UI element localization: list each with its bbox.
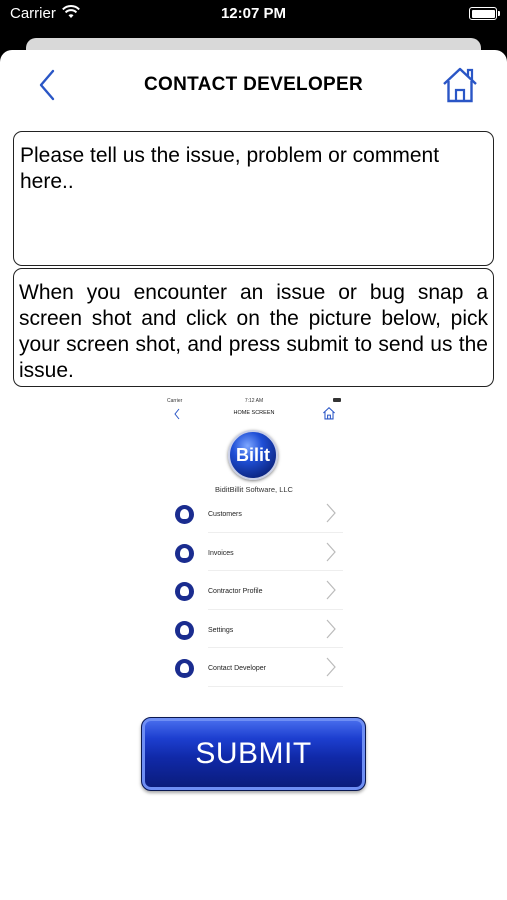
tools-icon	[175, 621, 194, 640]
chevron-right-icon	[325, 579, 337, 606]
submit-button[interactable]: SUBMIT	[141, 717, 366, 791]
preview-menu-label: Contact Developer	[208, 665, 266, 672]
home-button[interactable]	[440, 64, 480, 104]
preview-menu-label: Customers	[208, 511, 242, 518]
preview-menu-item	[165, 494, 343, 533]
house-icon	[440, 64, 480, 104]
contact-developer-sheet	[0, 50, 507, 900]
preview-menu-item	[165, 533, 343, 572]
preview-menu-label: Settings	[208, 626, 234, 634]
preview-house-icon	[322, 406, 336, 425]
issue-input[interactable]	[13, 131, 494, 266]
instructions-text: When you encounter an issue or bug snap a screen shot and click on the picture below, pick your screen shot, and press submit to send us the issue.	[13, 268, 494, 387]
preview-menu-item	[165, 571, 343, 610]
person-icon	[175, 659, 194, 678]
chevron-right-icon	[325, 618, 337, 645]
invoice-icon	[175, 544, 194, 563]
carrier-label: Carrier	[10, 5, 56, 22]
preview-menu-label: Contractor Profile	[208, 588, 263, 595]
clock: 12:07 PM	[220, 5, 287, 22]
chevron-right-icon	[325, 656, 337, 683]
preview-carrier: Carrier	[167, 398, 183, 404]
preview-battery-icon	[333, 398, 341, 402]
preview-logo: Bilit	[228, 430, 278, 480]
preview-time: 7:12 AM	[244, 398, 264, 404]
preview-status-bar	[165, 396, 343, 406]
preview-company-name: BiditBillit Software, LLC	[215, 485, 293, 494]
page-title: CONTACT DEVELOPER	[143, 74, 364, 95]
status-bar	[0, 0, 507, 32]
preview-menu-label: Invoices	[208, 549, 234, 557]
person-icon	[175, 505, 194, 524]
chevron-right-icon	[325, 541, 337, 568]
battery-icon	[469, 7, 497, 20]
contractor-icon	[175, 582, 194, 601]
preview-title: HOME SCREEN	[233, 410, 275, 416]
preview-menu-item	[165, 648, 343, 687]
preview-menu	[165, 494, 343, 687]
chevron-right-icon	[325, 502, 337, 529]
screenshot-picker[interactable]	[165, 396, 343, 700]
preview-menu-item	[165, 610, 343, 649]
